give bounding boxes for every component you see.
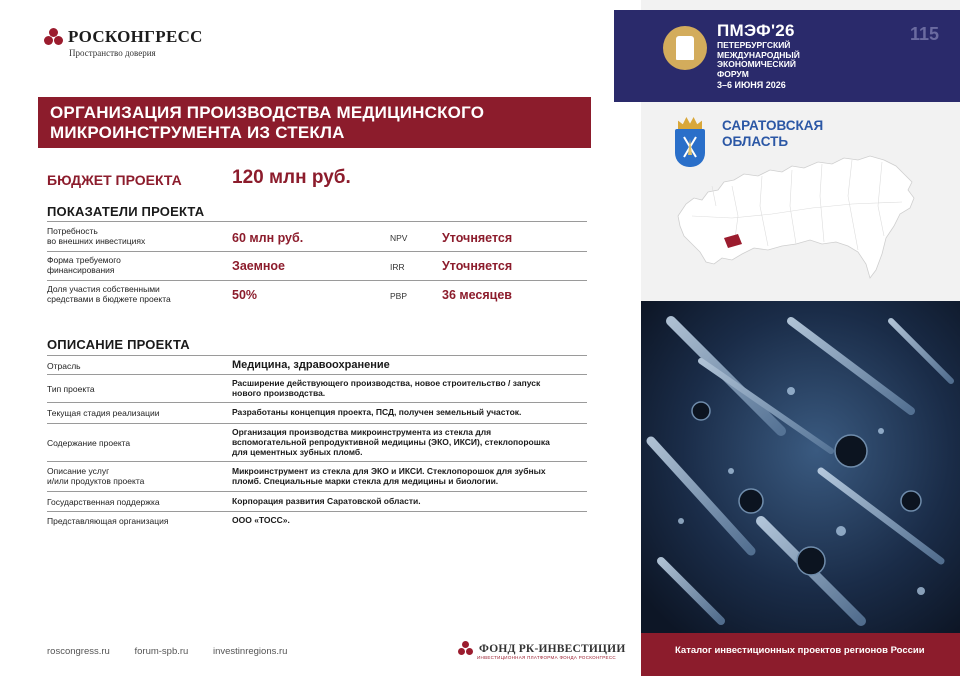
glass-instruments-photo [641,301,960,633]
divider [47,511,587,512]
description-value: Микроинструмент из стекла для ЭКО и ИКСИ. Стеклопорошок для зубных пломб. Специальные марки стекла для медицины и биологии. [232,466,546,486]
region-name: САРАТОВСКАЯ ОБЛАСТЬ [722,118,824,149]
indicator-value: 50% [232,288,258,302]
description-label: Тип проекта [47,384,95,394]
footer-link-forum[interactable]: forum-spb.ru [134,646,189,657]
roscongress-emblem-icon [44,28,64,48]
footer-links [47,646,309,657]
indicators-title: ПОКАЗАТЕЛИ ПРОЕКТА [47,204,205,219]
description-label: Содержание проекта [47,438,131,448]
page-number: 115 [910,24,940,44]
footer-link-roscongress[interactable]: roscongress.ru [47,646,110,657]
divider [47,355,587,356]
fund-name: ФОНД РК-ИНВЕСТИЦИИ [479,643,626,655]
description-value: Корпорация развития Саратовской области. [232,496,421,506]
indicator-value: Заемное [232,259,285,273]
description-value: Медицина, здравоохранение [232,359,390,371]
project-title-line1: ОРГАНИЗАЦИЯ ПРОИЗВОДСТВА МЕДИЦИНСКОГО [50,103,485,122]
description-value: ООО «ТОСС». [232,515,290,525]
forum-emblem-icon [663,26,707,70]
description-value: Расширение действующего производства, новое строительство / запуск нового производства. [232,378,541,398]
budget-label: БЮДЖЕТ ПРОЕКТА [47,172,182,188]
catalog-caption: Каталог инвестиционных проектов регионов России [675,645,925,656]
metric-name: NPV [390,233,408,243]
org-name: РОСКОНГРЕСС [68,27,203,46]
description-label: Описание услуг и/или продуктов проекта [47,466,145,486]
metric-value: Уточняется [442,259,513,273]
metric-value: 36 месяцев [442,288,512,302]
fund-emblem-icon [458,641,474,657]
indicator-label: Доля участия собственными средствами в бюджете проекта [47,284,171,304]
budget-value: 120 млн руб. [232,167,351,188]
indicator-label: Потребность во внешних инвестициях [47,226,146,246]
project-title-band [38,97,591,148]
description-label: Отрасль [47,361,81,371]
metric-name: PBP [390,291,408,301]
divider [47,374,587,375]
forum-dates: 3–6 ИЮНЯ 2026 [717,80,786,90]
metric-name: IRR [390,262,405,272]
footer-link-investinregions[interactable]: investinregions.ru [212,646,288,657]
project-title-line2: МИКРОИНСТРУМЕНТА ИЗ СТЕКЛА [50,123,345,142]
description-label: Представляющая организация [47,516,169,526]
description-value: Организация производства микроинструмента из стекла для вспомогательной репродуктивной медицины (ЭКО, ИКСИ), стеклопорошка для цементных зубных пломб. [232,427,550,457]
divider [47,221,587,222]
indicator-value: 60 млн руб. [232,231,304,245]
divider [47,280,587,281]
divider [47,491,587,492]
divider [47,461,587,462]
divider [47,251,587,252]
description-label: Государственная поддержка [47,497,160,507]
indicator-label: Форма требуемого финансирования [47,255,121,275]
divider [47,423,587,424]
description-label: Текущая стадия реализации [47,408,160,418]
description-value: Разработаны концепция проекта, ПСД, получен земельный участок. [232,407,522,417]
metric-value: Уточняется [442,231,513,245]
divider [47,402,587,403]
forum-name: ПЕТЕРБУРГСКИЙ МЕЖДУНАРОДНЫЙ ЭКОНОМИЧЕСКИЙ ФОРУМ [717,40,800,79]
fund-tagline: ИНВЕСТИЦИОННАЯ ПЛАТФОРМА ФОНДА РОСКОНГРЕСС [477,655,616,660]
org-tagline: Пространство доверия [69,48,156,58]
forum-title: ПМЭФ'26 [717,21,795,40]
roscongress-logo [44,27,203,48]
russia-map [672,146,920,286]
description-title: ОПИСАНИЕ ПРОЕКТА [47,337,190,352]
